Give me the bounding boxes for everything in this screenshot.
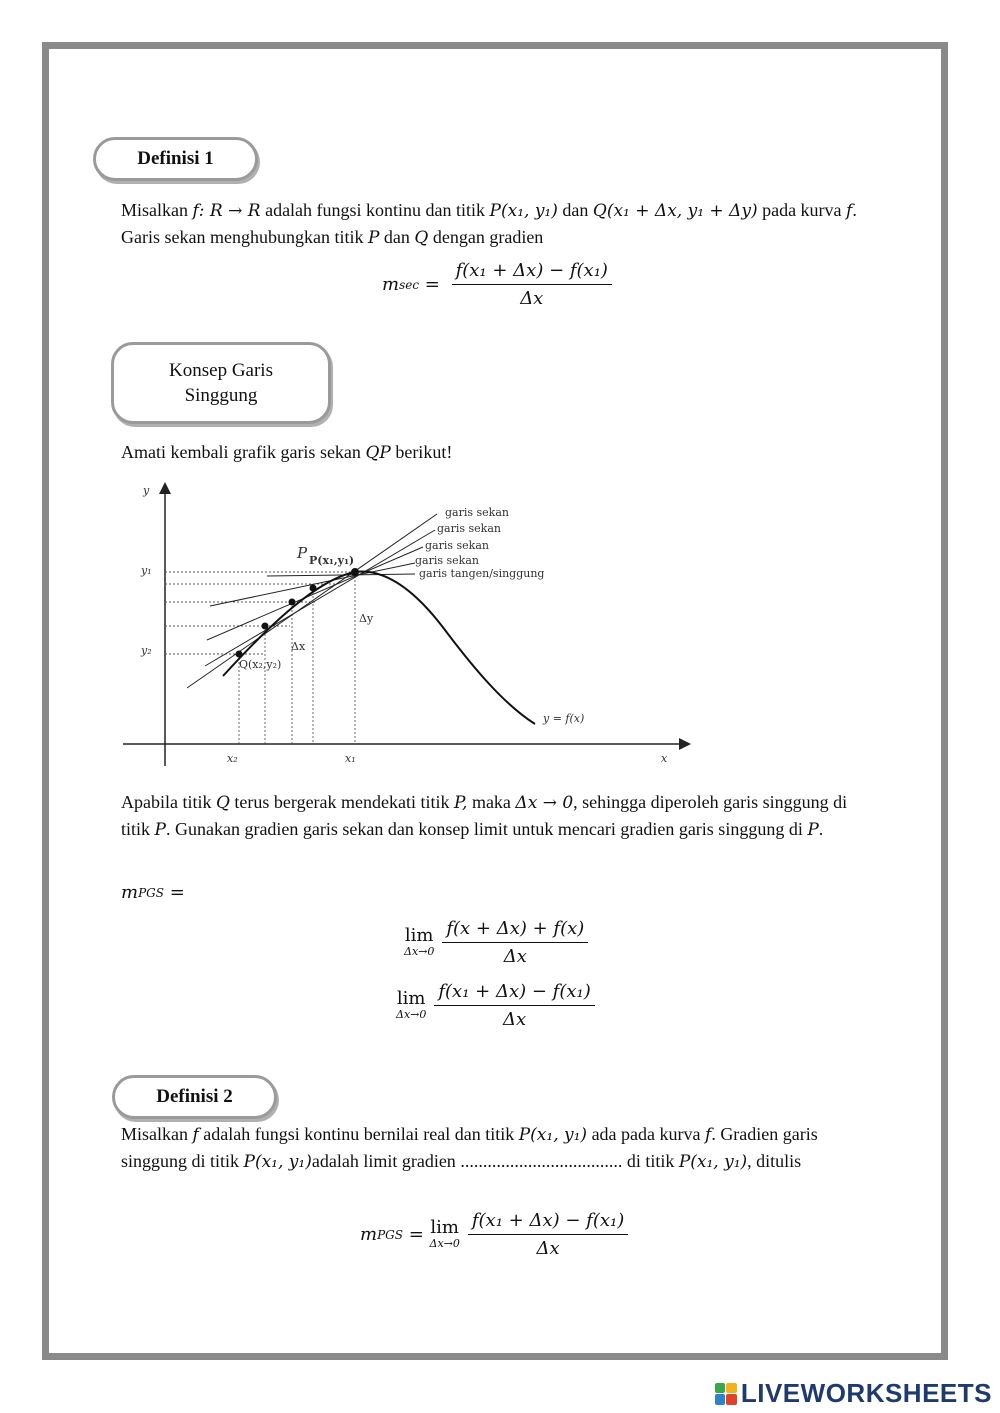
line-label-2: garis sekan xyxy=(437,522,501,535)
definisi-2-text: Definisi 2 xyxy=(156,1086,233,1107)
liveworksheets-logo xyxy=(715,1378,992,1409)
secant-tangent-graph xyxy=(115,480,695,780)
definisi-1-label xyxy=(93,137,258,181)
curve-label: y = f(x) xyxy=(543,712,585,725)
definisi-1-paragraph: Misalkan f: R → R adalah fungsi kontinu dan titik P(x₁, y₁) dan Q(x₁ + Δx, y₁ + Δy) pada kurva f. Garis sekan menghubungkan titik P dan Q dengan gradien xyxy=(121,200,857,248)
dx-label: Δx xyxy=(291,640,306,653)
konsep-text: Konsep Garis Singgung xyxy=(169,360,273,406)
secant-gradient-formula: m sec = $\frac{\text{f(x₁ + Δx) − f(x₁)}}{\Delta x}$ xyxy=(382,260,612,309)
x2-label: x₂ xyxy=(227,752,238,765)
q-coord-label: Q(x₂,y₂) xyxy=(239,658,282,671)
p-label: P xyxy=(297,544,308,562)
dy-label: Δy xyxy=(359,612,374,625)
tangent-gradient-formula: m PGS = lim Δx→0 $\frac{\text{f(x₁ + Δx) − f(x₁)}}{\Delta x}$ xyxy=(360,1210,628,1259)
approach-paragraph: Apabila titik Q terus bergerak mendekati titik P, maka Δx → 0, sehingga diperoleh garis singgung di titik P. Gunakan gradien garis sekan dan konsep limit untuk mencari gradien garis singgung di P. xyxy=(121,792,848,840)
axis-y-label: y xyxy=(143,484,150,497)
axis-x-label: x xyxy=(661,752,668,765)
y1-label: y₁ xyxy=(141,564,152,577)
definisi-1-text: Definisi 1 xyxy=(137,148,214,169)
line-label-5: garis tangen/singgung xyxy=(419,567,545,580)
liveworksheets-text: LIVEWORKSHEETS xyxy=(740,1378,992,1408)
secant-lines xyxy=(187,514,437,688)
definisi-2-label xyxy=(112,1075,277,1119)
konsep-garis-singgung-label xyxy=(111,342,331,424)
line-label-3: garis sekan xyxy=(425,539,489,552)
observe-instruction: Amati kembali grafik garis sekan QP berikut! xyxy=(121,442,453,463)
definisi-2-paragraph: Misalkan f adalah fungsi kontinu bernilai real dan titik P(x₁, y₁) ada pada kurva f. Gradien garis singgung di titik P(x₁, y₁)adalah limit gradien .................................... di titik P(x₁, y₁), ditulis xyxy=(121,1124,818,1172)
x1-label: x₁ xyxy=(345,752,356,765)
mpgs-answer-label: m PGS = xyxy=(121,882,185,903)
answer-blank[interactable]: .................................... xyxy=(460,1151,623,1171)
answer-option-2[interactable]: lim Δx→0 $\frac{\text{f(x₁ + Δx) − f(x₁)}}{\Delta x}$ xyxy=(396,981,595,1030)
answer-option-1[interactable]: lim Δx→0 $\frac{f(x + \Delta x) + f(x)}{\Delta x}$ xyxy=(404,918,588,967)
liveworksheets-icon xyxy=(715,1383,737,1405)
y2-label: y₂ xyxy=(141,644,152,657)
p-coord-label: P(x₁,y₁) xyxy=(309,554,355,567)
line-label-1: garis sekan xyxy=(445,506,509,519)
line-label-4: garis sekan xyxy=(415,554,479,567)
curve-f xyxy=(223,572,535,724)
